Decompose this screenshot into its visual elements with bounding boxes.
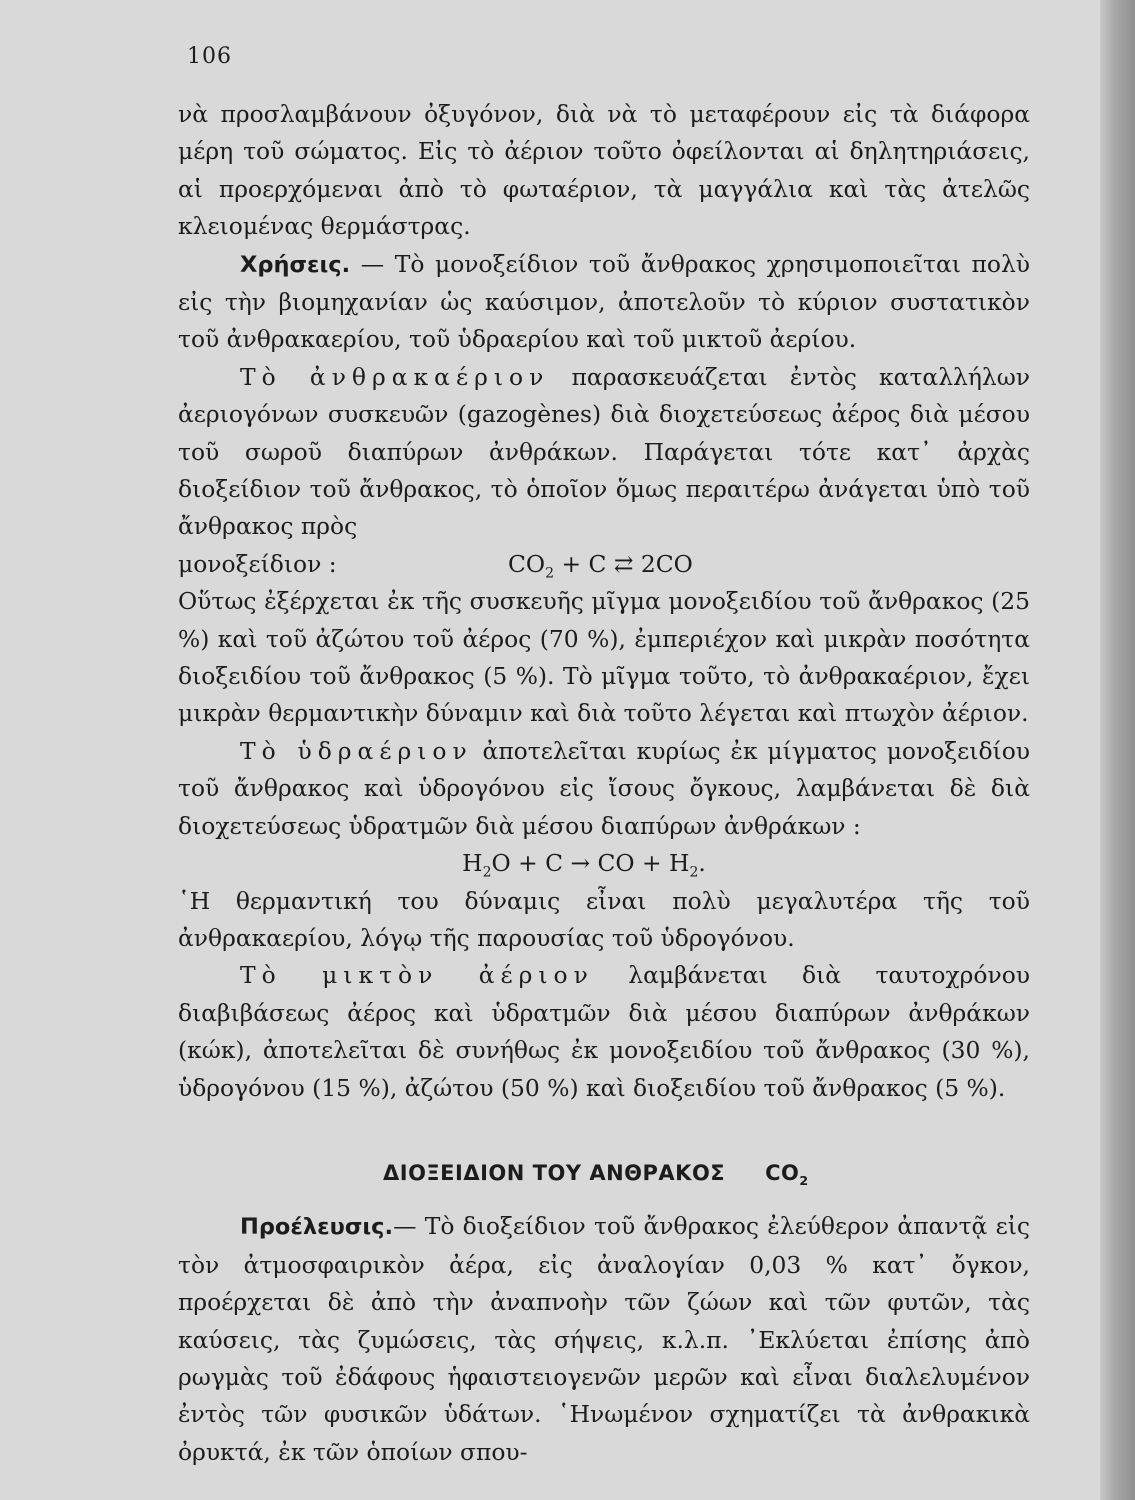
formula-part: H — [462, 849, 483, 878]
heading-title: ΔΙΟΞΕΙΔΙΟΝ ΤΟΥ ΑΝΘΡΑΚΟΣ — [383, 1160, 726, 1185]
water-gas-term: Τὸ ὑδραέριον — [240, 736, 473, 765]
producer-gas-text: παρασκευάζεται ἐντὸς καταλλήλων ἀεριογόνων συσκευῶν (gazogènes) διὰ διοχετεύσεως ἀέρος διὰ μέσου τοῦ σωροῦ διαπύρων ἀνθράκων. Παράγεται τότε κατ᾽ ἀρχὰς διοξείδιον τοῦ ἄνθρακος, τὸ ὁποῖον ὅμως περαιτέρω ἀνάγεται ὑπὸ τοῦ ἄνθρακος πρὸς — [178, 362, 1030, 541]
formula-subscript: 2 — [545, 565, 555, 582]
producer-gas-term: Τὸ ἀνθρακαέριον — [240, 362, 550, 391]
monoxide-label: μονοξείδιον : — [178, 549, 337, 578]
formula-part: CO — [508, 549, 546, 578]
formula-part: O + C → CO + H — [491, 849, 690, 878]
origin-label: Προέλευσις. — [240, 1214, 394, 1241]
page-number: 106 — [187, 44, 232, 69]
mixed-gas-text: λαμβάνεται διὰ ταυτοχρόνου διαβιβάσεως ἀέρος καὶ ὑδρατμῶν διὰ μέσου διαπύρων ἀνθράκων (κώκ), ἀποτελεῖται δὲ συνήθως ἐκ μονοξειδίου τοῦ ἄνθρακος (30 %), ὑδρογόνου (15 %), ἀζώτου (50 %) καὶ διοξειδίου τοῦ ἄνθρακος (5 %). — [178, 961, 1030, 1102]
water-gas-text: ἀποτελεῖται κυρίως ἐκ μίγματος μονοξειδίου τοῦ ἄνθρακος καὶ ὑδρογόνου εἰς ἴσους ὄγκους, λαμβάνεται δὲ διὰ διοχετεύσεως ὑδρατμῶν διὰ μέσου διαπύρων ἀνθράκων : — [178, 736, 1031, 840]
formula-part: + C ⇄ 2CO — [554, 549, 693, 578]
paragraph-uses — [178, 246, 1030, 359]
facing-page-edge — [1100, 0, 1135, 1500]
formula-line-1 — [178, 546, 1030, 583]
formula-co2-c — [508, 546, 693, 583]
formula-water-gas — [178, 845, 1030, 882]
formula-subscript: 2 — [689, 864, 699, 881]
uses-text: — Τὸ μονοξείδιον τοῦ ἄνθρακος χρησιμοποιεῖται πολὺ εἰς τὴν βιομηχανίαν ὡς καύσιμον, ἀποτελοῦν τὸ κύριον συστατικὸν τοῦ ἀνθρακαερίου, τοῦ ὑδραερίου καὶ τοῦ μικτοῦ ἀερίου. — [178, 249, 1030, 354]
origin-text: — Τὸ διοξείδιον τοῦ ἄνθρακος ἐλεύθερον ἀπαντᾷ εἰς τὸν ἀτμοσφαιρικὸν ἀέρα, εἰς ἀναλογίαν 0,03 % κατ᾽ ὄγκον, προέρχεται δὲ ἀπὸ τὴν ἀναπνοὴν τῶν ζώων καὶ τῶν φυτῶν, τὰς καύσεις, τὰς ζυμώσεις, τὰς σήψεις, κ.λ.π. ᾿Εκλύεται ἐπίσης ἀπὸ ρωγμὰς τοῦ ἐδάφους ἡφαιστειογενῶν μερῶν καὶ εἶναι διαλελυμένον ἐντὸς τῶν φυσικῶν ὑδάτων. ῾Ηνωμένον σχηματίζει τὰ ἀνθρακικὰ ὀρυκτά, ἐκ τῶν ὁποίων σπου- — [178, 1212, 1030, 1466]
paragraph-origin — [178, 1208, 1030, 1471]
paragraph-toxicity: νὰ προσλαμβάνουν ὀξυγόνον, διὰ νὰ τὸ μεταφέρουν εἰς τὰ διάφορα μέρη τοῦ σώματος. Εἰς τὸ ἀέριον τοῦτο ὀφείλονται αἱ δηλητηριάσεις, αἱ προερχόμεναι ἀπὸ τὸ φωταέριον, τὰ μαγγάλια καὶ τὰς ἀτελῶς κλειομένας θερμάστρας. — [178, 100, 1030, 241]
mixed-gas-term: Τὸ μικτὸν ἀέριον — [240, 961, 594, 990]
formula-part: CO — [765, 1160, 800, 1185]
section-heading — [178, 1155, 1030, 1192]
heading-formula — [765, 1160, 809, 1189]
formula-subscript: 2 — [799, 1173, 809, 1189]
paragraph-producer-gas — [178, 359, 1030, 546]
uses-label: Χρήσεις. — [240, 251, 351, 278]
paragraph-water-gas — [178, 733, 1030, 845]
paragraph-mixed-gas — [178, 957, 1030, 1107]
page-text — [178, 96, 1030, 1471]
formula-subscript: 2 — [482, 864, 492, 881]
formula-part: . — [698, 849, 706, 878]
paragraph-composition: Οὕτως ἐξέρχεται ἐκ τῆς συσκευῆς μῖγμα μονοξειδίου τοῦ ἄνθρακος (25 %) καὶ τοῦ ἀζώτου τοῦ ἀέρος (70 %), ἐμπεριέχον καὶ μικρὰν ποσότητα διοξειδίου τοῦ ἄνθρακος (5 %). Τὸ μῖγμα τοῦτο, τὸ ἀνθρακαέριον, ἔχει μικρὰν θερμαντικὴν δύναμιν καὶ διὰ τοῦτο λέγεται καὶ πτωχὸν ἀέριον. — [178, 587, 1030, 728]
paragraph-heating-power: ῾Η θερμαντική του δύναμις εἶναι πολὺ μεγαλυτέρα τῆς τοῦ ἀνθρακαερίου, λόγῳ τῆς παρουσίας τοῦ ὑδρογόνου. — [178, 886, 1030, 952]
